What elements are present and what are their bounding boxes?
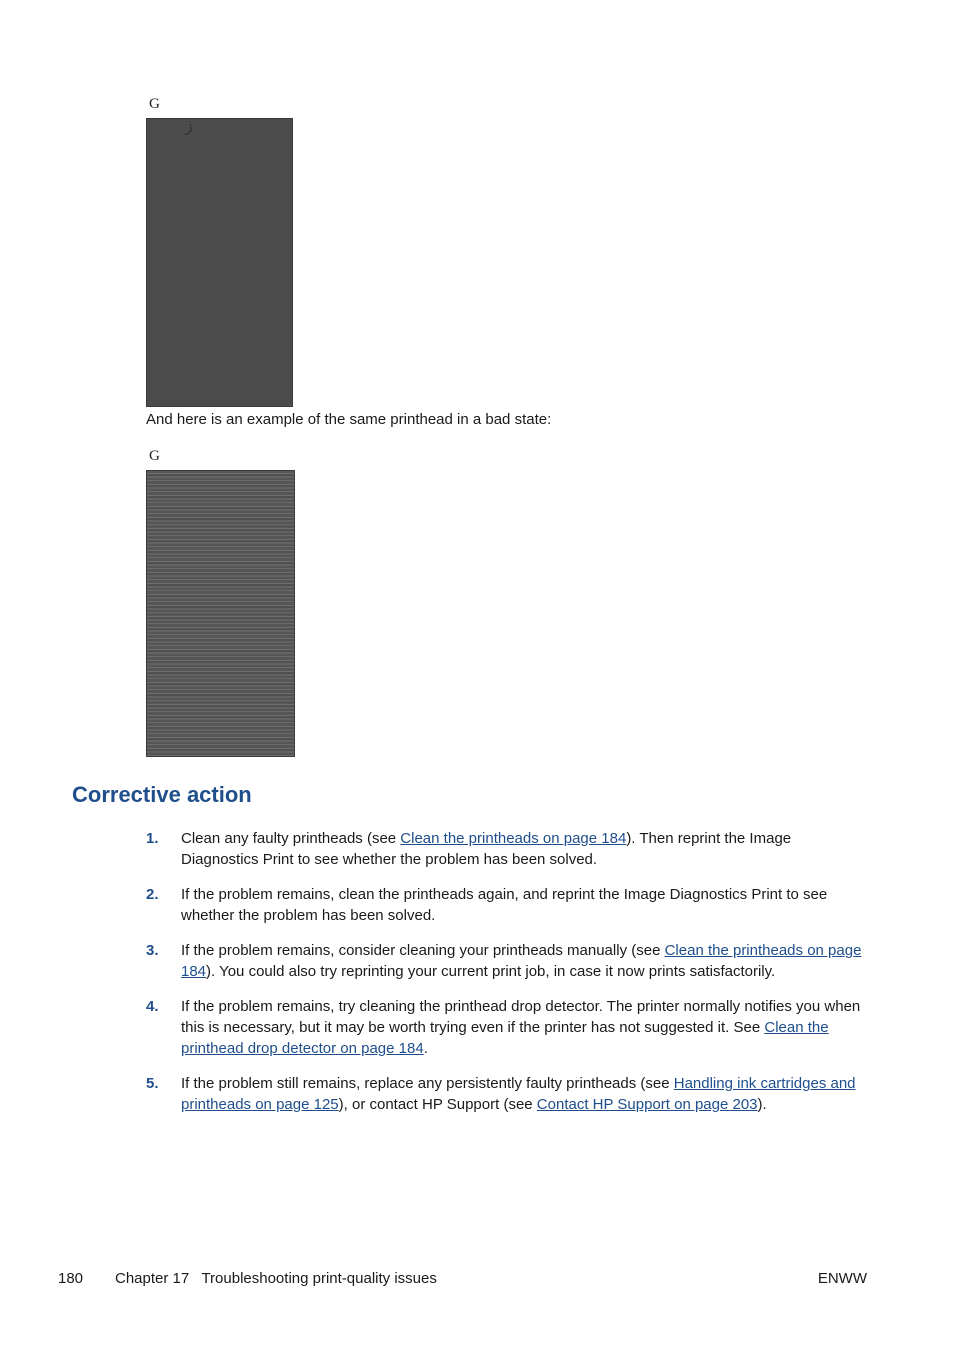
link-contact-hp-support[interactable]: Contact HP Support on page 203: [536, 1096, 758, 1113]
step-1: [146, 828, 862, 870]
step-text: If the problem still remains, replace any persistently faulty printheads (see: [181, 1075, 674, 1092]
sample-mark: [182, 124, 194, 136]
good-sample-label: G: [149, 96, 160, 112]
step-number: 2.: [146, 886, 159, 903]
step-text: ).: [757, 1096, 767, 1113]
step-text: ), or contact HP Support (see: [338, 1096, 537, 1113]
step-text: ). You could also try reprinting your current print job, in case it now prints satisfactorily.: [206, 963, 776, 980]
link-clean-drop-detector[interactable]: Clean the printhead drop detector on page 184: [181, 1019, 829, 1057]
step-5: [146, 1073, 862, 1115]
step-number: 1.: [146, 830, 159, 847]
footer-chapter-title: Chapter 17 Troubleshooting print-quality issues: [115, 1270, 437, 1287]
link-clean-printheads[interactable]: Clean the printheads on page 184: [400, 830, 627, 847]
step-number: 3.: [146, 942, 159, 959]
step-3: [146, 940, 862, 982]
corrective-steps-list: [146, 828, 862, 1115]
good-printhead-sample-image: [146, 118, 293, 407]
step-text: If the problem remains, clean the printheads again, and reprint the Image Diagnostics Print to see whether the problem has been solved.: [181, 886, 828, 924]
step-text: .: [423, 1040, 428, 1057]
step-number: 5.: [146, 1075, 159, 1092]
link-handling-ink-cartridges[interactable]: Handling ink cartridges and printheads on page 125: [181, 1075, 856, 1113]
link-clean-printheads[interactable]: Clean the printheads on page 184: [181, 942, 862, 980]
section-heading: Corrective action: [72, 782, 252, 807]
step-text: If the problem remains, consider cleaning your printheads manually (see: [181, 942, 665, 959]
step-number: 4.: [146, 998, 159, 1015]
step-text: If the problem remains, try cleaning the printhead drop detector. The printer normally notifies you when this is necessary, but it may be worth trying even if the printer has not suggested it. See: [181, 998, 861, 1036]
step-text: Clean any faulty printheads (see: [181, 830, 401, 847]
footer-locale-code: ENWW: [817, 1270, 867, 1287]
bad-state-caption: And here is an example of the same printhead in a bad state:: [146, 411, 552, 428]
step-text: ). Then reprint the Image Diagnostics Print to see whether the problem has been solved.: [181, 830, 792, 868]
step-2: [146, 884, 862, 926]
bad-printhead-sample-image: [146, 470, 295, 757]
bad-sample-label: G: [149, 448, 160, 464]
step-4: [146, 996, 862, 1059]
footer-page-number: 180: [58, 1270, 84, 1287]
